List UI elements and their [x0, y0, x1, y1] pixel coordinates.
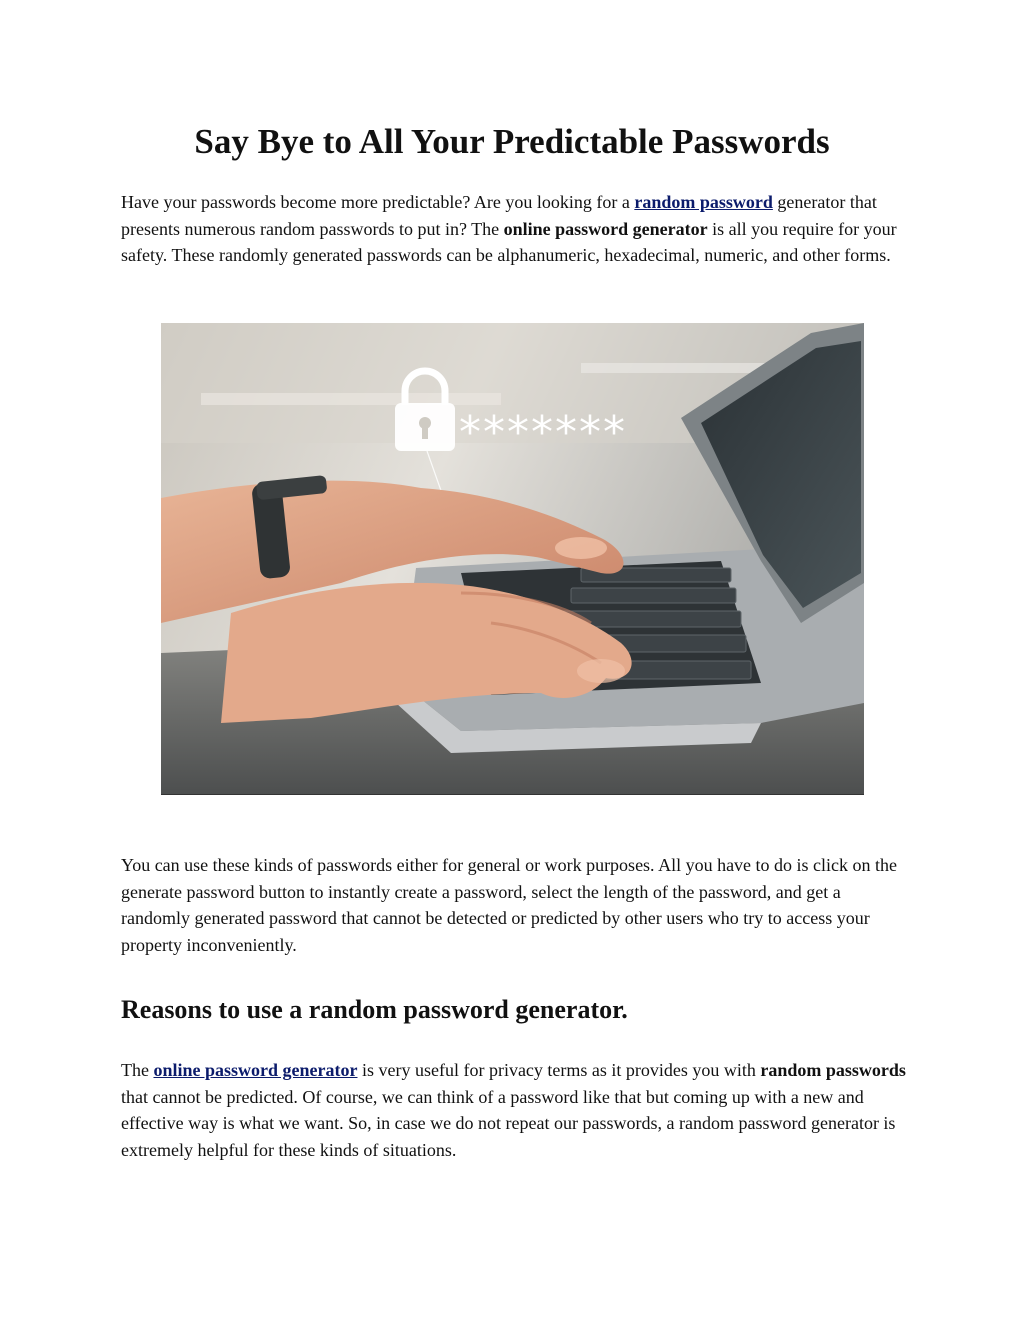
online-password-generator-link[interactable]: online password generator	[153, 1060, 358, 1080]
reasons-text-2: is very useful for privacy terms as it provides you with	[357, 1060, 761, 1080]
reasons-heading: Reasons to use a random password generator.	[121, 995, 628, 1024]
intro-text-2: generator that presents numerous random passwords to put in? The	[121, 192, 877, 239]
random-password-link[interactable]: random password	[634, 192, 773, 212]
intro-text-3: is all you require for your safety. These randomly generated passwords can be alphanumeric, hexadecimal, numeric, and other forms.	[121, 218, 897, 265]
reasons-paragraph	[121, 1057, 911, 1163]
laptop-typing-photo	[161, 323, 864, 795]
intro-bold-text: online password generator	[503, 218, 708, 239]
intro-text-1: Have your passwords become more predictable? Are you looking for a	[121, 192, 635, 212]
password-mask-text: *******	[459, 407, 627, 458]
reasons-text-3: that cannot be predicted. Of course, we can think of a password like that but coming up with a new and effective way is what we want. So, in case we do not repeat our passwords, a random password generator is extremely helpful for these kinds of situations.	[121, 1086, 896, 1160]
intro-paragraph	[121, 189, 911, 269]
reasons-text-1: The	[121, 1060, 154, 1080]
page-title: Say Bye to All Your Predictable Passwords	[194, 122, 830, 161]
usage-paragraph: You can use these kinds of passwords either for general or work purposes. All you have to do is click on the generate password button to instantly create a password, select the length of the password, and get a randomly generated password that cannot be detected or predicted by other users who try to access your property inconveniently.	[121, 855, 898, 955]
reasons-bold-text: random passwords	[760, 1060, 906, 1080]
